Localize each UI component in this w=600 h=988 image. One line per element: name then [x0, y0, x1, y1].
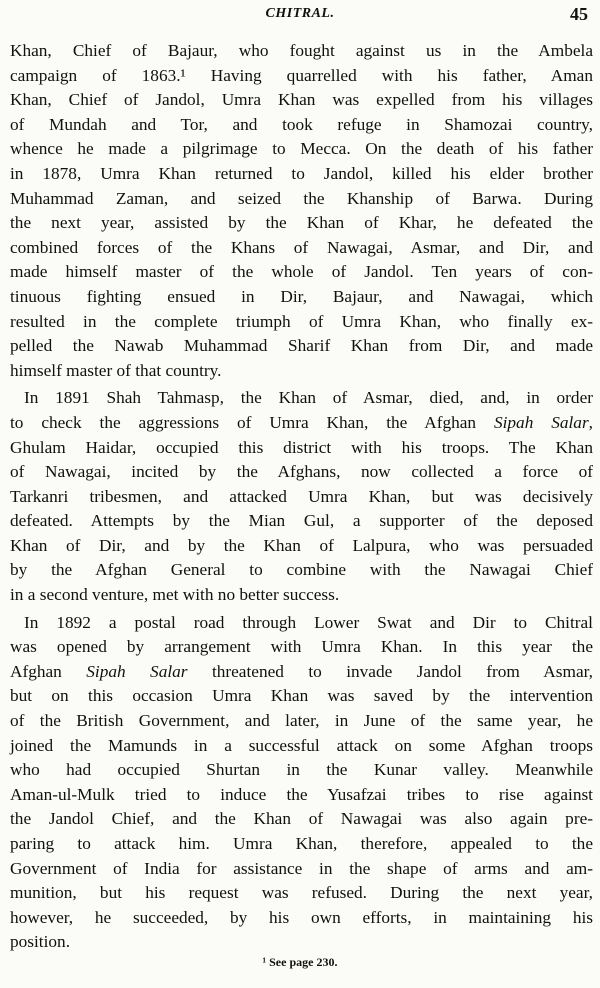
text-line: in 1878, Umra Khan returned to Jandol, killed his elder brother	[10, 163, 593, 183]
text-line: was opened by arrangement with Umra Khan. In this year the	[10, 637, 593, 657]
text-line: of the British Government, and later, in June of the same year, he	[10, 711, 593, 731]
text-line: but on this occasion Umra Khan was saved by the intervention	[10, 686, 593, 706]
text-line: paring to attack him. Umra Khan, therefore, appealed to the	[10, 834, 593, 853]
text-line: In 1892 a postal road through Lower Swat and Dir to Chitral	[24, 612, 593, 632]
text-line: Aman-ul-Mulk tried to induce the Yusafzai tribes to rise against	[10, 784, 593, 804]
text-line: combined forces of the Khans of Nawagai, Asmar, and Dir, and	[10, 237, 593, 257]
text-line: pelled the Nawab Muhammad Sharif Khan from Dir, and made	[10, 336, 593, 356]
text-line: Khan, Chief of Bajaur, who fought against us in the Ambela	[10, 41, 593, 60]
text-line: the Jandol Chief, and the Khan of Nawagai was also again pre-	[10, 809, 593, 829]
text-line: Government of India for assistance in the shape of arms and am-	[10, 858, 593, 878]
text-line: defeated. Attempts by the Mian Gul, a supporter of the deposed	[10, 511, 593, 531]
text-line: who had occupied Shurtan in the Kunar valley. Meanwhile	[10, 760, 593, 780]
text-line: Muhammad Zaman, and seized the Khanship of Barwa. During	[10, 188, 593, 208]
text-line: In 1891 Shah Tahmasp, the Khan of Asmar, died, and, in order	[24, 388, 593, 408]
text-line: tinuous fighting ensued in Dir, Bajaur, and Nawagai, which	[10, 286, 593, 306]
text-line: campaign of 1863.¹ Having quarrelled with his father, Aman	[10, 65, 593, 85]
text-line: the next year, assisted by the Khan of Khar, he defeated the	[10, 213, 593, 233]
text-line: Afghan Sipah Salar threatened to invade Jandol from Asmar,	[10, 661, 593, 681]
text-line: of Mundah and Tor, and took refuge in Shamozai country,	[10, 114, 593, 134]
text-line: to check the aggressions of Umra Khan, the Afghan Sipah Salar,	[10, 412, 593, 432]
running-head	[0, 6, 600, 26]
text-line: of Nawagai, incited by the Afghans, now collected a force of	[10, 462, 593, 482]
text-line: however, he succeeded, by his own efforts, in maintaining his	[10, 907, 593, 927]
paragraph-1	[10, 39, 593, 383]
text-line: in a second venture, met with no better success.	[10, 585, 340, 605]
paragraph-3	[10, 611, 593, 955]
text-line: by the Afghan General to combine with the Nawagai Chief	[10, 560, 593, 580]
text-line: Ghulam Haidar, occupied this district with his troops. The Khan	[10, 437, 593, 457]
text-line: munition, but his request was refused. During the next year,	[10, 883, 593, 903]
text-line: Khan, Chief of Jandol, Umra Khan was expelled from his villages	[10, 90, 593, 110]
text-line: Tarkanri tribesmen, and attacked Umra Khan, but was decisively	[10, 486, 593, 506]
page-number: 45	[570, 4, 588, 24]
text-line: whence he made a pilgrimage to Mecca. On the death of his father	[10, 139, 593, 159]
running-title: CHITRAL.	[265, 6, 335, 21]
text-line: position.	[10, 932, 71, 952]
text-line: himself master of that country.	[10, 360, 222, 380]
text-line: joined the Mamunds in a successful attack on some Afghan troops	[10, 735, 593, 755]
body-text	[10, 39, 593, 955]
text-line: resulted in the complete triumph of Umra Khan, who finally ex-	[10, 311, 593, 331]
paragraph-2	[10, 386, 593, 607]
footnote: ¹ See page 230.	[262, 955, 338, 969]
text-line: Khan of Dir, and by the Khan of Lalpura, who was persuaded	[10, 535, 593, 555]
text-line: made himself master of the whole of Jandol. Ten years of con-	[10, 262, 593, 282]
